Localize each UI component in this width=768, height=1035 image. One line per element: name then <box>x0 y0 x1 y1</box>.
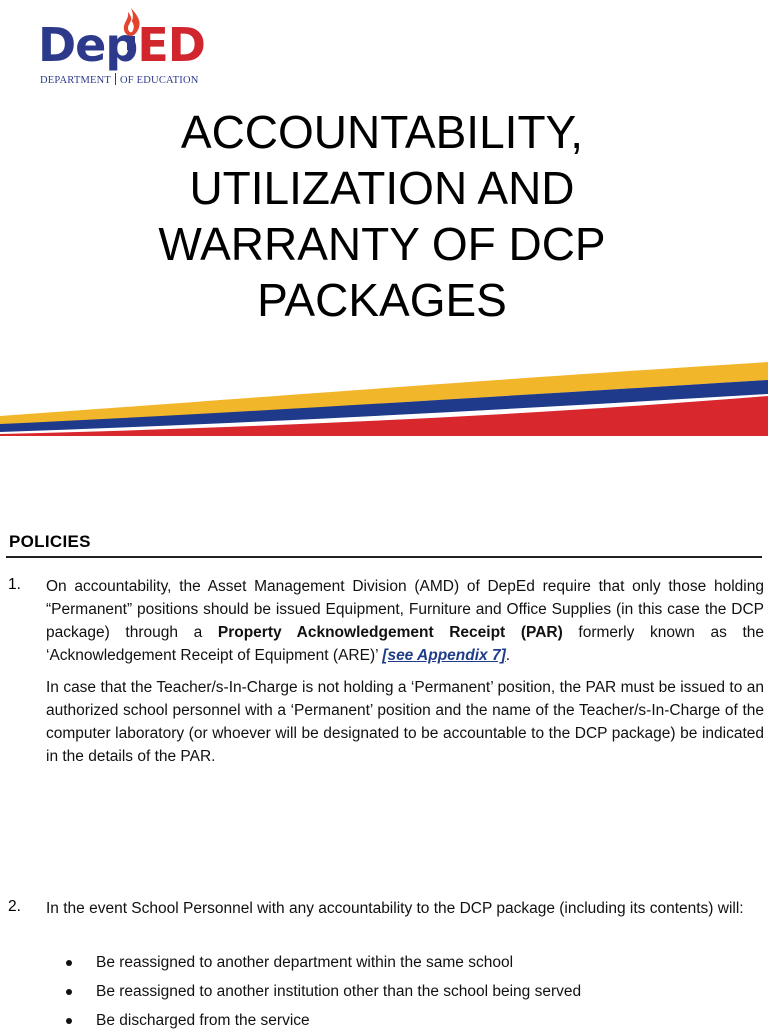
slide-title-line: UTILIZATION AND <box>189 162 575 214</box>
document-area <box>0 436 768 1029</box>
item-number: 2. <box>8 898 21 915</box>
item2-bullet-list <box>62 948 581 1035</box>
appendix-7-link[interactable]: [see Appendix 7] <box>382 647 506 664</box>
logo-wordmark: DepED <box>38 18 205 72</box>
slide-title-line: ACCOUNTABILITY, <box>180 106 584 158</box>
heading-divider <box>6 556 762 558</box>
logo-subtitle: DEPARTMENT OF EDUCATION <box>40 75 199 86</box>
item1-paragraph: On accountability, the Asset Management Division (AMD) of DepEd require that only those holding “Permanent” positions should be issued Equipment, Furniture and Office Supplies (in this case the DCP package) through a Property Acknowledgement Receipt (PAR) formerly known as the ‘Acknowledgement Receipt of Equipment (ARE)’ [see Appendix 7]. <box>46 578 764 664</box>
list-item: Be reassigned to another institution other than the school being served <box>62 977 581 1006</box>
slide-title-line: PACKAGES <box>257 274 507 326</box>
decorative-stripes <box>0 340 768 436</box>
slide-title <box>92 104 672 328</box>
slide-title-line: WARRANTY OF DCP <box>158 218 606 270</box>
item2-paragraph: In the event School Personnel with any accountability to the DCP package (including its contents) will: <box>46 900 744 917</box>
policies-heading: POLICIES <box>9 532 91 551</box>
item-number: 1. <box>8 576 21 593</box>
list-item: Be reassigned to another department within the same school <box>62 948 581 977</box>
deped-logo <box>32 4 247 86</box>
par-term: Property Acknowledgement Receipt (PAR) <box>217 624 563 641</box>
slide-area <box>0 0 768 436</box>
item1-paragraph-2: In case that the Teacher/s-In-Charge is not holding a ‘Permanent’ position, the PAR must be issued to an authorized school personnel with a ‘Permanent’ position and the name of the Teacher/s-In-Charge of the computer laboratory (or whoever will be designated to be accountable to the DCP package) be indicated in the details of the PAR. <box>46 679 764 765</box>
list-item: Be discharged from the service <box>62 1006 581 1035</box>
